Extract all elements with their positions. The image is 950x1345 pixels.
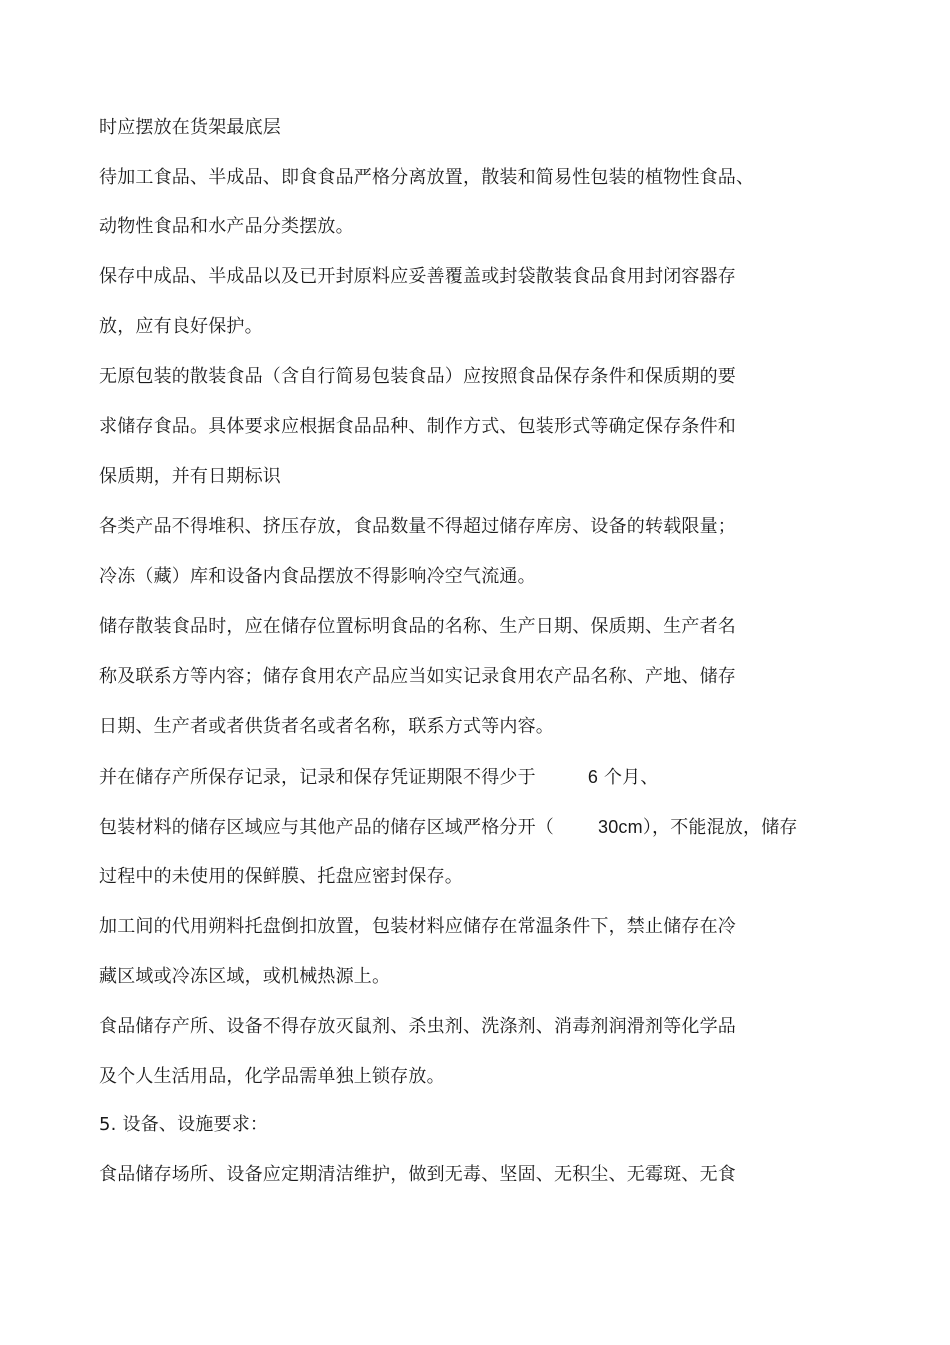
text-line: 冷冻（藏）库和设备内食品摆放不得影响冷空气流通。 — [99, 566, 536, 587]
text-line: 食品储存产所、设备不得存放灭鼠剂、杀虫剂、洗涤剂、消毒剂润滑剂等化学品 — [99, 1016, 736, 1037]
text-line: 日期、生产者或者供货者名或者名称，联系方式等内容。 — [99, 716, 554, 737]
text-line: 称及联系方等内容；储存食用农产品应当如实记录食用农产品名称、产地、储存 — [99, 666, 736, 687]
section-heading: 5. 设备、设施要求： — [99, 1114, 269, 1135]
text-segment: 包装材料的储存区域应与其他产品的储存区域严格分开（ — [99, 817, 554, 838]
text-segment: ，不能混放，储存 — [652, 817, 798, 838]
text-line: 过程中的未使用的保鲜膜、托盘应密封保存。 — [99, 866, 463, 887]
text-line: 各类产品不得堆积、挤压存放，食品数量不得超过储存库房、设备的转载限量； — [99, 516, 736, 537]
distance-value: 30cm） — [598, 817, 653, 837]
text-line: 放，应有良好保护。 — [99, 316, 263, 337]
text-line: 待加工食品、半成品、即食食品严格分离放置，散装和简易性包装的植物性食品、 — [99, 167, 755, 188]
text-line-storage-distance — [99, 815, 798, 840]
text-line: 保存中成品、半成品以及已开封原料应妥善覆盖或封袋散装食品食用封闭容器存 — [99, 266, 736, 287]
text-segment: 并在储存产所保存记录，记录和保存凭证期限不得少于 — [99, 767, 536, 788]
text-segment: 个月、 — [604, 767, 659, 788]
period-number: 6 — [587, 767, 599, 787]
text-line: 保质期，并有日期标识 — [99, 466, 281, 487]
text-line: 无原包装的散装食品（含自行简易包装食品）应按照食品保存条件和保质期的要 — [99, 366, 736, 387]
text-line: 加工间的代用朔料托盘倒扣放置，包装材料应储存在常温条件下，禁止储存在冷 — [99, 916, 736, 937]
text-line: 食品储存场所、设备应定期清洁维护，做到无毒、坚固、无积尘、无霉斑、无食 — [99, 1164, 736, 1185]
text-line: 时应摆放在货架最底层 — [99, 117, 281, 138]
text-line: 及个人生活用品，化学品需单独上锁存放。 — [99, 1066, 445, 1087]
text-line-record-period — [99, 765, 659, 790]
text-line: 储存散装食品时，应在储存位置标明食品的名称、生产日期、保质期、生产者名 — [99, 616, 736, 637]
text-line: 藏区域或冷冻区域，或机械热源上。 — [99, 966, 391, 987]
text-line: 求储存食品。具体要求应根据食品品种、制作方式、包装形式等确定保存条件和 — [99, 416, 736, 437]
text-line: 动物性食品和水产品分类摆放。 — [99, 216, 354, 237]
